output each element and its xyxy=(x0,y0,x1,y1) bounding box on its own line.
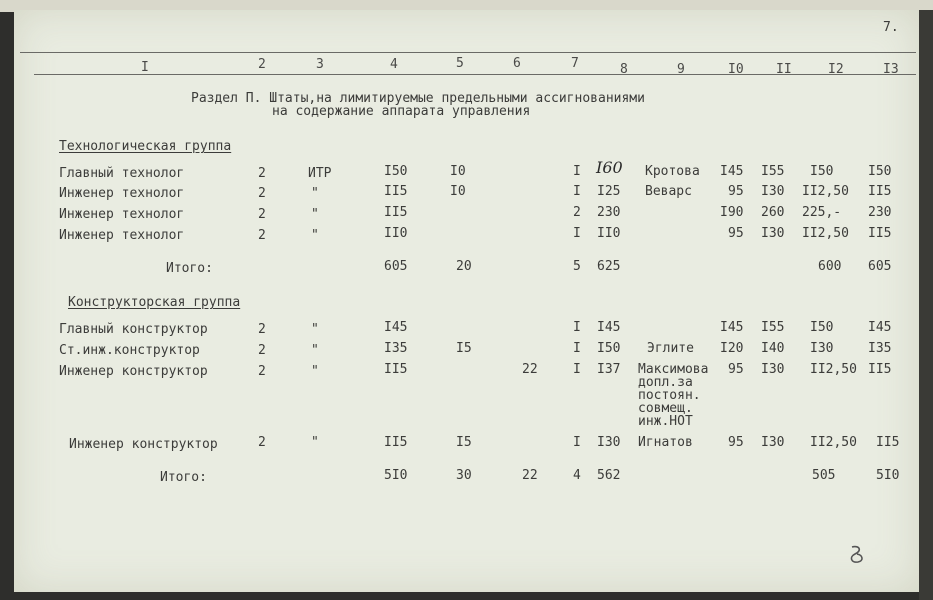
cell-col2: 2 xyxy=(258,322,266,337)
cell-col5: I0 xyxy=(450,164,466,179)
section-title-line2: на содержание аппарата управления xyxy=(272,104,531,119)
cell-col3: " xyxy=(311,364,319,379)
cell-col4: II5 xyxy=(384,184,408,199)
cell-col9-line4: совмещ. xyxy=(638,401,693,416)
cell-col3: " xyxy=(311,435,319,450)
cell-col5: I5 xyxy=(456,341,472,356)
cell-col8: I50 xyxy=(597,341,621,356)
cell-col3: " xyxy=(311,186,319,201)
col-number-10: I0 xyxy=(728,62,744,77)
cell-col3: " xyxy=(311,343,319,358)
total-col4: 5I0 xyxy=(384,468,408,483)
cell-col13: II5 xyxy=(868,226,892,241)
cell-col7: I xyxy=(573,341,581,356)
total-col5: 30 xyxy=(456,468,472,483)
cell-col4: II5 xyxy=(384,205,408,220)
cell-col9: Игнатов xyxy=(638,435,693,450)
cell-col3: " xyxy=(311,228,319,243)
cell-col12: I50 xyxy=(810,320,834,335)
position-name: Ст.инж.конструктор xyxy=(59,343,200,358)
total-label: Итого: xyxy=(166,261,213,276)
cell-col10: I45 xyxy=(720,320,744,335)
cell-col12: II2,50 xyxy=(810,435,857,450)
col-number-5: 5 xyxy=(456,56,464,71)
cell-col10: 95 xyxy=(728,435,744,450)
total-col7: 5 xyxy=(573,259,581,274)
page-number: 7. xyxy=(883,20,899,35)
cell-col7: I xyxy=(573,320,581,335)
col-number-4: 4 xyxy=(390,57,398,72)
total-col6: 22 xyxy=(522,468,538,483)
cell-col12: II2,50 xyxy=(802,184,849,199)
cell-col7: I xyxy=(573,164,581,179)
position-name: Инженер технолог xyxy=(59,207,185,222)
cell-col2: 2 xyxy=(258,186,266,201)
cell-col4: II5 xyxy=(384,435,408,450)
cell-col11: I30 xyxy=(761,226,785,241)
cell-col13: II5 xyxy=(868,184,892,199)
cell-col13: I35 xyxy=(868,341,892,356)
cell-col7: 2 xyxy=(573,205,581,220)
header-rule-top xyxy=(20,52,916,53)
total-col7: 4 xyxy=(573,468,581,483)
total-col8: 625 xyxy=(597,259,621,274)
cell-col11: I55 xyxy=(761,164,785,179)
col-number-9: 9 xyxy=(677,62,685,77)
position-name: Инженер конструктор xyxy=(69,437,218,452)
col-number-11: II xyxy=(776,62,792,77)
cell-col8: I25 xyxy=(597,184,621,199)
cell-col12: II2,50 xyxy=(802,226,849,241)
cell-col13: 230 xyxy=(868,205,892,220)
cell-col12: I30 xyxy=(810,341,834,356)
total-col13: 5I0 xyxy=(876,468,900,483)
cell-col7: I xyxy=(573,362,581,377)
cell-col10: 95 xyxy=(728,184,744,199)
cell-col13: II5 xyxy=(876,435,900,450)
cell-col11: I30 xyxy=(761,362,785,377)
col-number-12: I2 xyxy=(828,62,844,77)
col-number-7: 7 xyxy=(571,56,579,71)
position-name: Главный конструктор xyxy=(59,322,208,337)
cell-col6: 22 xyxy=(522,362,538,377)
cell-col2: 2 xyxy=(258,435,266,450)
col-number-3: 3 xyxy=(316,57,324,72)
col-number-1: I xyxy=(141,60,149,75)
cell-col5: I0 xyxy=(450,184,466,199)
cell-col8: I37 xyxy=(597,362,621,377)
total-col12: 505 xyxy=(812,468,836,483)
cell-col9-line3: постоян. xyxy=(638,388,701,403)
total-label: Итого: xyxy=(160,470,207,485)
cell-col8-handwritten: I60 xyxy=(596,158,623,177)
archive-pencil-mark-icon xyxy=(846,543,868,565)
total-col5: 20 xyxy=(456,259,472,274)
cell-col11: I40 xyxy=(761,341,785,356)
cell-col2: 2 xyxy=(258,343,266,358)
cell-col3: " xyxy=(311,322,319,337)
cell-col9-line1: Максимова xyxy=(638,362,709,377)
cell-col9: Веварс xyxy=(645,184,692,199)
group-title-technology: Технологическая группа xyxy=(59,139,232,154)
cell-col11: 260 xyxy=(761,205,785,220)
cell-col12: I50 xyxy=(810,164,834,179)
total-col13: 605 xyxy=(868,259,892,274)
total-col4: 605 xyxy=(384,259,408,274)
cell-col9-line5: инж.НОТ xyxy=(638,414,693,429)
position-name: Инженер технолог xyxy=(59,186,185,201)
cell-col13: I50 xyxy=(868,164,892,179)
cell-col5: I5 xyxy=(456,435,472,450)
position-name: Инженер конструктор xyxy=(59,364,208,379)
cell-col10: I45 xyxy=(720,164,744,179)
col-number-13: I3 xyxy=(883,62,899,77)
cell-col2: 2 xyxy=(258,228,266,243)
cell-col2: 2 xyxy=(258,166,266,181)
cell-col2: 2 xyxy=(258,364,266,379)
cell-col11: I30 xyxy=(761,435,785,450)
cell-col11: I55 xyxy=(761,320,785,335)
cell-col4: II0 xyxy=(384,226,408,241)
cell-col4: I50 xyxy=(384,164,408,179)
cell-col10: 95 xyxy=(728,362,744,377)
cell-col4: II5 xyxy=(384,362,408,377)
total-col8: 562 xyxy=(597,468,621,483)
cell-col4: I45 xyxy=(384,320,408,335)
cell-col11: I30 xyxy=(761,184,785,199)
cell-col3: ИТР xyxy=(308,166,332,181)
cell-col8: 230 xyxy=(597,205,621,220)
cell-col9-line2: допл.за xyxy=(638,375,693,390)
cell-col8: II0 xyxy=(597,226,621,241)
col-number-8: 8 xyxy=(620,62,628,77)
cell-col7: I xyxy=(573,184,581,199)
cell-col9: Эглите xyxy=(647,341,694,356)
cell-col12: 225,- xyxy=(802,205,842,220)
cell-col9: Кротова xyxy=(645,164,700,179)
cell-col3: " xyxy=(311,207,319,222)
cell-col8: I30 xyxy=(597,435,621,450)
group-title-design: Конструкторская группа xyxy=(68,295,241,310)
cell-col8: I45 xyxy=(597,320,621,335)
total-col12: 600 xyxy=(818,259,842,274)
col-number-2: 2 xyxy=(258,57,266,72)
cell-col4: I35 xyxy=(384,341,408,356)
cell-col10: 95 xyxy=(728,226,744,241)
cell-col10: I20 xyxy=(720,341,744,356)
position-name: Инженер технолог xyxy=(59,228,185,243)
cell-col2: 2 xyxy=(258,207,266,222)
cell-col13: II5 xyxy=(868,362,892,377)
cell-col12: II2,50 xyxy=(810,362,857,377)
col-number-6: 6 xyxy=(513,56,521,71)
cell-col13: I45 xyxy=(868,320,892,335)
position-name: Главный технолог xyxy=(59,166,185,181)
cell-col7: I xyxy=(573,226,581,241)
cell-col10: I90 xyxy=(720,205,744,220)
cell-col7: I xyxy=(573,435,581,450)
scan-right-edge xyxy=(919,10,933,600)
section-title-line1: Раздел П. Штаты,на лимитируемые предельными ассигнованиями xyxy=(191,91,645,106)
